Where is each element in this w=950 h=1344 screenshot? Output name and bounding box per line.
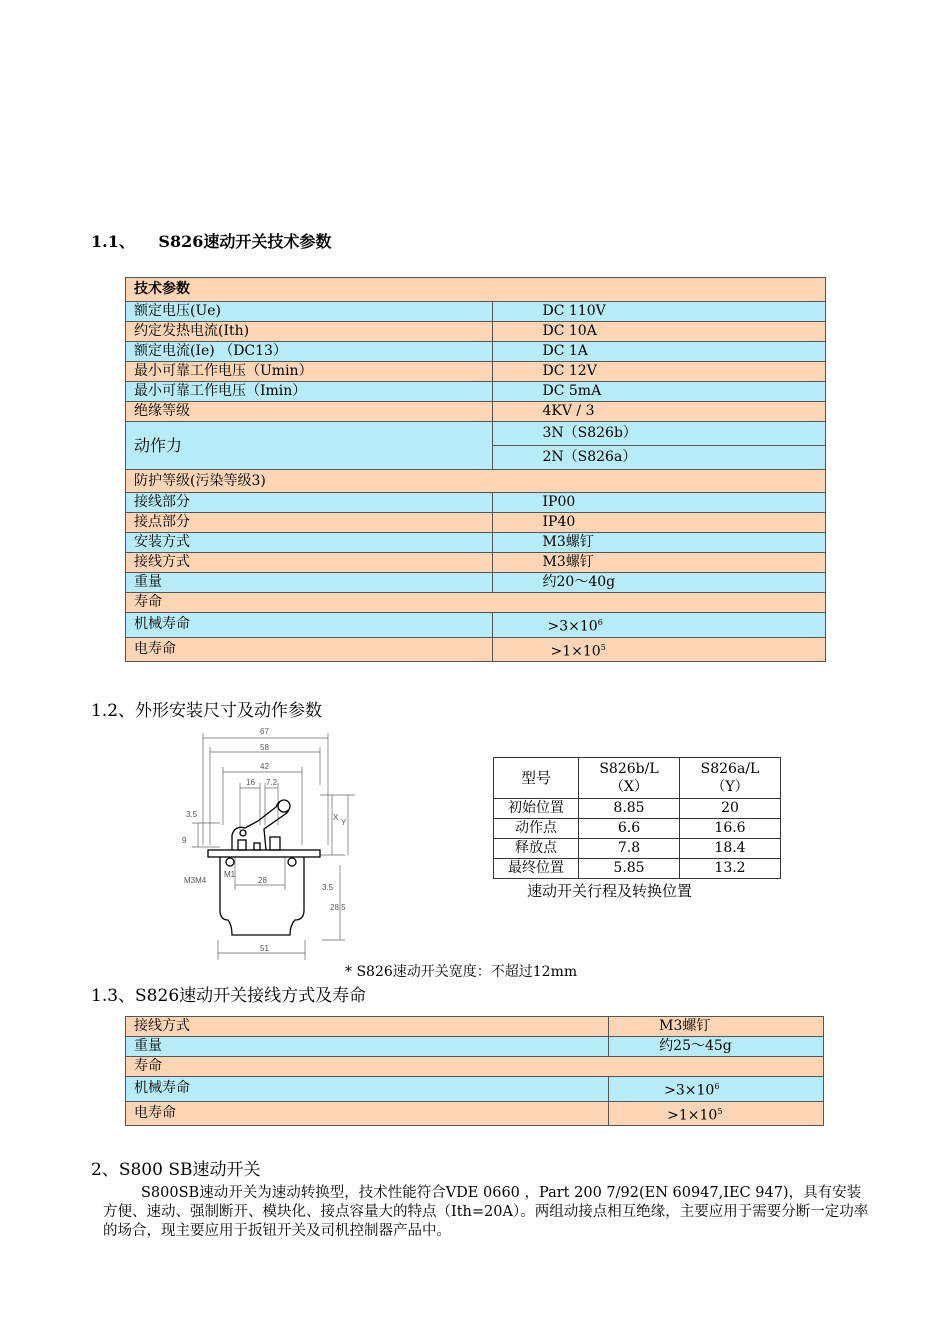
switch-dimension-drawing	[180, 725, 355, 960]
cell: 最终位置	[494, 859, 579, 879]
dim-label: X	[333, 813, 339, 822]
section-2-heading: 2、S800 SB速动开关	[91, 1160, 261, 1180]
row-value: DC 12V	[492, 362, 826, 382]
dim-label: 67	[260, 727, 269, 736]
wiring-life-table	[125, 1016, 824, 1126]
table-row	[126, 513, 826, 533]
table-row	[126, 342, 826, 362]
row-value: 约25～45g	[609, 1037, 824, 1057]
row-label: 寿命	[126, 593, 826, 613]
travel-header-row	[494, 758, 781, 799]
row-label: 绝缘等级	[126, 402, 493, 422]
dim-label: 28	[258, 876, 267, 885]
header-cell: S826a/L	[700, 761, 760, 777]
table-row	[126, 1017, 824, 1037]
row-value: IP00	[492, 493, 826, 513]
dim-label: 3.5	[322, 883, 334, 892]
dim-label: 9	[182, 836, 187, 845]
section-1-1-heading	[91, 229, 331, 252]
row-value: M3螺钉	[609, 1017, 824, 1037]
row-value: 3N（S826b）	[492, 422, 826, 446]
row-value: DC 10A	[492, 322, 826, 342]
header-cell: S826b/L	[599, 761, 659, 777]
table-row	[126, 533, 826, 553]
table-row	[126, 322, 826, 342]
row-label: 重量	[126, 1037, 609, 1057]
row-value: 2N（S826a）	[492, 446, 826, 470]
header-cell: （X）	[610, 779, 648, 795]
row-label: 重量	[126, 573, 493, 593]
table-row	[126, 1077, 824, 1102]
section-title: S826速动开关技术参数	[158, 232, 332, 251]
cell: 6.6	[579, 819, 680, 839]
row-value: 4KV / 3	[492, 402, 826, 422]
section-2-paragraph: S800SB速动开关为速动转换型，技术性能符合VDE 0660 ，Part 200 7/92(EN 60947,IEC 947)，具有安装方便、速动、强制断开、模块化、接点容量大的特点（Ith=20A）。两组动接点相互绝缘，主要应用于需要分断一定功率的场合，现主要应用于扳钮开关及司机控制器产品中。	[103, 1185, 869, 1239]
row-label: 接线方式	[126, 1017, 609, 1037]
row-label: 接线方式	[126, 553, 493, 573]
row-value: DC 1A	[492, 342, 826, 362]
table-header: 技术参数	[126, 278, 826, 302]
row-value: IP40	[492, 513, 826, 533]
row-label: 最小可靠工作电压（Imin）	[126, 382, 493, 402]
row-label: 机械寿命	[126, 1077, 609, 1102]
exponent: 5	[717, 1106, 723, 1116]
table-row	[126, 573, 826, 593]
table-row	[494, 839, 781, 859]
row-label: 额定电流(Ie) （DC13）	[126, 342, 493, 362]
table-row	[126, 493, 826, 513]
table-row	[126, 613, 826, 638]
dim-label: 28.5	[330, 903, 346, 912]
section-1-3-heading: 1.3、S826速动开关接线方式及寿命	[91, 986, 367, 1006]
row-label: 电寿命	[126, 1101, 609, 1126]
table-row	[126, 402, 826, 422]
exponent: 6	[597, 618, 603, 627]
exponent: 6	[714, 1082, 720, 1091]
row-value: DC 5mA	[492, 382, 826, 402]
cell: 7.8	[579, 839, 680, 859]
table-row	[494, 799, 781, 819]
table-row	[126, 382, 826, 402]
cell: 动作点	[494, 819, 579, 839]
dim-label: 51	[260, 944, 269, 953]
exponent: 5	[600, 642, 606, 652]
cell: 释放点	[494, 839, 579, 859]
row-value: >3×10	[547, 618, 598, 635]
tech-params-table	[125, 277, 826, 662]
row-label: 最小可靠工作电压（Umin）	[126, 362, 493, 382]
table-row	[126, 362, 826, 382]
travel-table	[493, 757, 781, 879]
table-row	[126, 1057, 824, 1077]
row-value: >1×10	[667, 1107, 718, 1124]
row-label: 安装方式	[126, 533, 493, 553]
dim-label: 58	[260, 743, 269, 752]
cell: 13.2	[680, 859, 781, 879]
row-value: DC 110V	[492, 302, 826, 322]
cell: 20	[680, 799, 781, 819]
row-value: >3×10	[664, 1082, 715, 1099]
table-header-row	[126, 278, 826, 302]
dim-label: 16	[246, 778, 255, 787]
dim-label: M1	[224, 870, 236, 879]
row-label: 接线部分	[126, 493, 493, 513]
row-label: 接点部分	[126, 513, 493, 533]
table-row	[126, 593, 826, 613]
header-cell: 型号	[494, 758, 579, 799]
dim-label: 42	[260, 762, 269, 771]
table-row	[126, 1037, 824, 1057]
table-row	[494, 819, 781, 839]
travel-table-caption: 速动开关行程及转换位置	[527, 882, 693, 900]
row-value: M3螺钉	[492, 533, 826, 553]
header-cell: （Y）	[711, 779, 749, 795]
cell: 8.85	[579, 799, 680, 819]
dim-label: Y	[341, 818, 347, 827]
dim-label: M3M4	[184, 876, 207, 885]
row-label: 电寿命	[126, 637, 493, 662]
dim-label: 3.5	[186, 810, 198, 819]
cell: 18.4	[680, 839, 781, 859]
cell: 16.6	[680, 819, 781, 839]
row-label: 防护等级(污染等级3)	[126, 470, 826, 493]
cell: 5.85	[579, 859, 680, 879]
width-note: * S826速动开关宽度：不超过12mm	[345, 964, 578, 980]
table-row	[494, 859, 781, 879]
table-row	[126, 553, 826, 573]
section-number: 1.1、	[91, 232, 135, 251]
dim-label: 7.2	[266, 778, 278, 787]
table-row	[126, 422, 826, 446]
row-label: 机械寿命	[126, 613, 493, 638]
table-row	[126, 302, 826, 322]
row-value: >1×10	[550, 643, 601, 660]
row-label: 动作力	[126, 422, 493, 470]
table-row	[126, 1101, 824, 1126]
table-row	[126, 637, 826, 662]
row-label: 寿命	[126, 1057, 824, 1077]
row-value: 约20～40g	[492, 573, 826, 593]
table-row	[126, 470, 826, 493]
cell: 初始位置	[494, 799, 579, 819]
row-label: 约定发热电流(Ith)	[126, 322, 493, 342]
row-label: 额定电压(Ue)	[126, 302, 493, 322]
section-1-2-heading: 1.2、外形安装尺寸及动作参数	[91, 701, 323, 721]
row-value: M3螺钉	[492, 553, 826, 573]
